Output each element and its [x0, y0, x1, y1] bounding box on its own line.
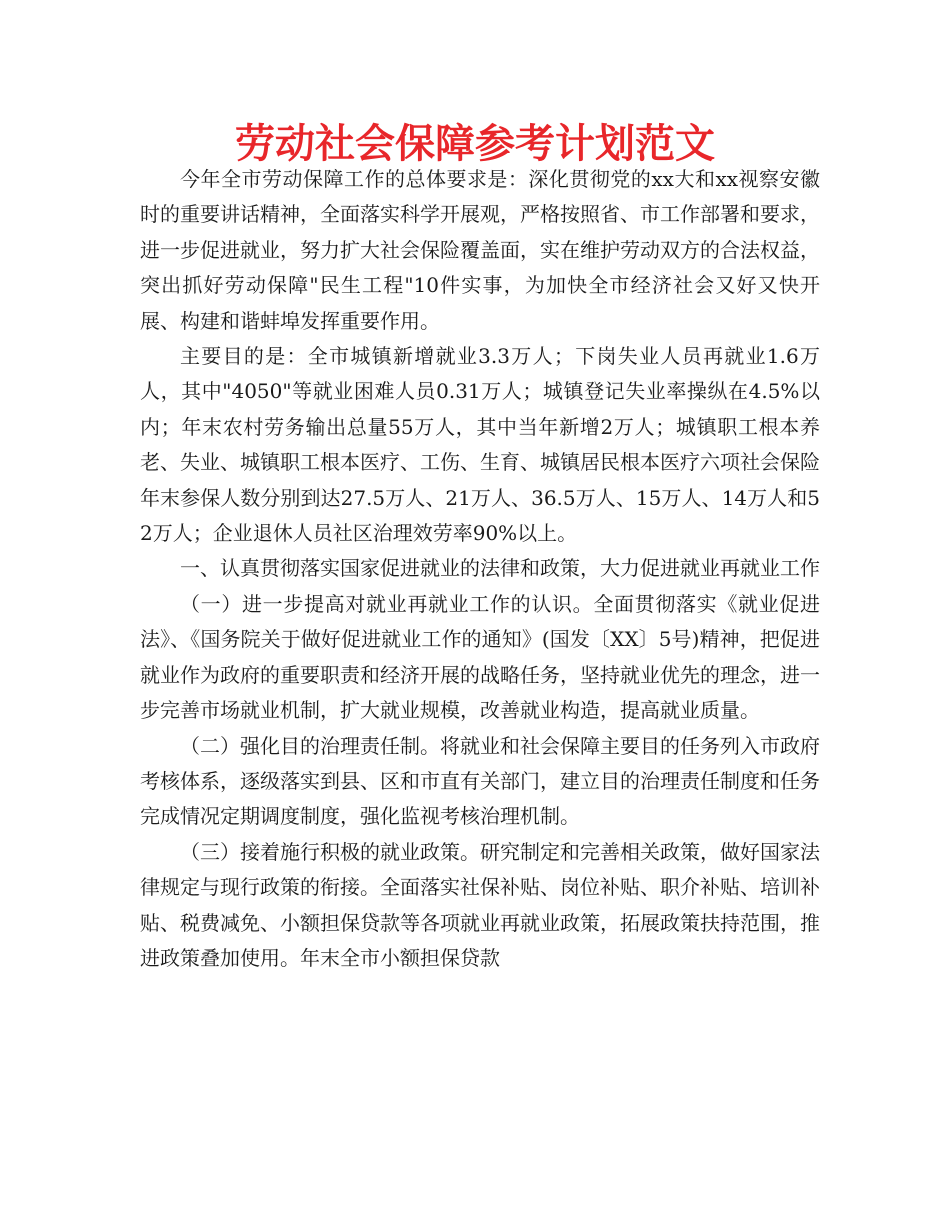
paragraph-overall-requirements: 今年全市劳动保障工作的总体要求是：深化贯彻党的xx大和xx视察安徽时的重要讲话精神，全面落实科学开展观，严格按照省、市工作部署和要求，进一步促进就业，努力扩大社会保险覆盖面，实在维护劳动双方的合法权益，突出抓好劳动保障"民生工程"10件实事，为加快全市经济社会又好又快开展、构建和谐蚌埠发挥重要作用。: [140, 167, 820, 333]
document-title: 劳动社会保障参考计划范文: [235, 121, 715, 167]
section-heading-employment: 一、认真贯彻落实国家促进就业的法律和政策，大力促进就业再就业工作: [180, 556, 820, 581]
paragraph-main-targets: 主要目的是：全市城镇新增就业3.3万人；下岗失业人员再就业1.6万人，其中"4050"等就业困难人员0.31万人；城镇登记失业率操纵在4.5%以内；年末农村劳务输出总量55万人，其中当年新增2万人；城镇职工根本养老、失业、城镇职工根本医疗、工伤、生育、城镇居民根本医疗六项社会保险年末参保人数分别到达27.5万人、21万人、36.5万人、15万人、14万人和52万人；企业退休人员社区治理效劳率90%以上。: [140, 344, 820, 546]
paragraph-item-1: （一）进一步提高对就业再就业工作的认识。全面贯彻落实《就业促进法》、《国务院关于做好促进就业工作的通知》(国发〔XX〕5号)精神，把促进就业作为政府的重要职责和经济开展的战略任务，坚持就业优先的理念，进一步完善市场就业机制，扩大就业规模，改善就业构造，提高就业质量。: [140, 591, 820, 723]
paragraph-item-2: （二）强化目的治理责任制。将就业和社会保障主要目的任务列入市政府考核体系，逐级落实到县、区和市直有关部门，建立目的治理责任制度和任务完成情况定期调度制度，强化监视考核治理机制。: [140, 733, 820, 829]
paragraph-item-3: （三）接着施行积极的就业政策。研究制定和完善相关政策，做好国家法律规定与现行政策的衔接。全面落实社保补贴、岗位补贴、职介补贴、培训补贴、税费减免、小额担保贷款等各项就业再就业政策，拓展政策扶持范围，推进政策叠加使用。年末全市小额担保贷款: [140, 839, 820, 970]
document-body: [140, 162, 820, 976]
